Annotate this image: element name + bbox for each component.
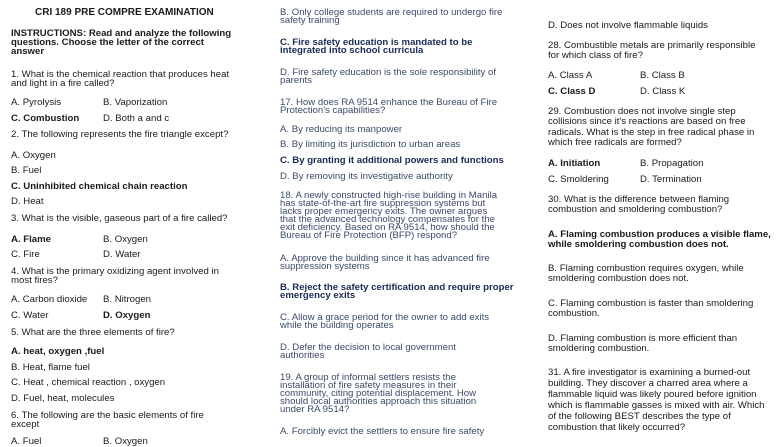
q29-option-c[interactable]: C. Smoldering <box>548 174 609 185</box>
q2-option-a[interactable]: A. Oxygen <box>11 150 56 161</box>
q1-option-a[interactable]: A. Pyrolysis <box>11 97 62 108</box>
q4-option-b[interactable]: B. Nitrogen <box>103 294 151 305</box>
q3-option-d[interactable]: D. Water <box>103 249 141 260</box>
q6-option-a[interactable]: A. Fuel <box>11 436 42 447</box>
q3-option-a[interactable]: A. Flame <box>11 234 51 245</box>
column-3: D. Does not involve flammable liquids 28. Combustible metals are primarily responsible for which class of fire? A. Class A B. Class B C. Class D D. Class K 29. Combustion does not involve single step collisions since it's reactions are based on free radicals. What is the step in free radical phase in which free radicals are formed? A. Initiation B. Propagation C. Smoldering D. Termination 30. What is the difference between flaming combustion and smoldering combustion? A. Flaming combustion produces a visible flame, while smoldering combustion does not. B. Flaming combustion requires oxygen, while smoldering combustion does not. C. Flaming combustion is faster than smoldering combustion. D. Flaming combustion is more efficient than smoldering combustion. 31. A fire investigator is examining a burned-out building. They discover a charred area where a flammable liquid was likely poured before ignition which is flammable gasses is mixed with air. Which of the following BEST describes the type of combustion that likely occurred? <box>548 20 771 433</box>
q27-option-d[interactable]: D. Does not involve flammable liquids <box>548 20 708 31</box>
q28-option-a[interactable]: A. Class A <box>548 70 593 81</box>
q17-option-d[interactable]: D. By removing its investigative authority <box>280 171 453 182</box>
q4-option-c[interactable]: C. Water <box>11 310 49 321</box>
column-1: CRI 189 PRE COMPRE EXAMINATION INSTRUCTIONS: Read and analyze the following questions. Choose the letter of the correct answer 1. What is the chemical reaction that produces heat and light in a fire called? A. Pyrolysis B. Vaporization C. Combustion D. Both a and c 2. The following represents the fire triangle except? A. Oxygen B. Fuel C. Uninhibited chemical chain reaction D. Heat 3. What is the visible, gaseous part of a fire called? A. Flame B. Oxygen C. Fire D. Water 4. What is the primary oxidizing agent involved in most fires? A. Carbon dioxide B. Nitrogen C. Water D. Oxygen 5. What are the three elements of fire? A. heat, oxygen ,fuel B. Heat, flame fuel C. Heat , chemical reaction , oxygen D. Fuel, heat, molecules 6. The following are the basic elements of fire except A. Fuel B. Oxygen <box>11 7 232 447</box>
q3-option-c[interactable]: C. Fire <box>11 249 40 260</box>
q29-option-a[interactable]: A. Initiation <box>548 158 601 169</box>
q17-option-c[interactable]: C. By granting it additional powers and functions <box>280 155 504 166</box>
q2-option-b[interactable]: B. Fuel <box>11 165 42 176</box>
q5-option-a[interactable]: A. heat, oxygen ,fuel <box>11 346 105 357</box>
q28-option-d[interactable]: D. Class K <box>640 86 686 97</box>
q28-option-b[interactable]: B. Class B <box>640 70 685 81</box>
q1-option-b[interactable]: B. Vaporization <box>103 97 168 108</box>
q5-option-b[interactable]: B. Heat, flame fuel <box>11 362 90 373</box>
q2-option-c[interactable]: C. Uninhibited chemical chain reaction <box>11 181 188 192</box>
q2-option-d[interactable]: D. Heat <box>11 196 44 207</box>
q28-option-c[interactable]: C. Class D <box>548 86 596 97</box>
q1-option-d[interactable]: D. Both a and c <box>103 113 170 124</box>
q17-option-b[interactable]: B. By limiting its jurisdiction to urban areas <box>280 139 461 150</box>
q1-option-c[interactable]: C. Combustion <box>11 113 80 124</box>
q6-option-b[interactable]: B. Oxygen <box>103 436 148 447</box>
exam-title: CRI 189 PRE COMPRE EXAMINATION <box>35 7 214 18</box>
q5-option-d[interactable]: D. Fuel, heat, molecules <box>11 393 115 404</box>
q5-option-c[interactable]: C. Heat , chemical reaction , oxygen <box>11 377 166 388</box>
column-2: B. Only college students are required to undergo fire safety training C. Fire safety education is mandated to be integrated into school curricula D. Fire safety education is the sole responsibility of parents 17. How does RA 9514 enhance the Bureau of Fire Protection's capabilities? A. By reducing its manpower B. By limiting its jurisdiction to urban areas C. By granting it additional powers and functions D. By removing its investigative authority 18. A newly constructed high-rise building in Manila has state-of-the-art fire suppression systems but lacks proper emergency exits. The owner argues that the advanced technology compensates for the exit deficiency. Based on RA 9514, how should the Bureau of Fire Protection (BFP) respond? A. Approve the building since it has advanced fire suppression systems B. Reject the safety certification and require proper emergency exits C. Allow a grace period for the owner to add exits while the building operates D. Defer the decision to local government authorities 19. A group of informal settlers resists the installation of fire safety measures in their community, citing potential displacement. How should local authorities approach this situation under RA 9514? A. Forcibly evict the settlers to ensure fire safety <box>280 7 514 437</box>
q3-option-b[interactable]: B. Oxygen <box>103 234 148 245</box>
q29-option-d[interactable]: D. Termination <box>640 174 702 185</box>
q4-option-a[interactable]: A. Carbon dioxide <box>11 294 88 305</box>
q29-option-b[interactable]: B. Propagation <box>640 158 704 169</box>
q19-option-a[interactable]: A. Forcibly evict the settlers to ensure fire safety <box>280 426 485 437</box>
q4-option-d[interactable]: D. Oxygen <box>103 310 151 321</box>
q17-option-a[interactable]: A. By reducing its manpower <box>280 124 403 135</box>
